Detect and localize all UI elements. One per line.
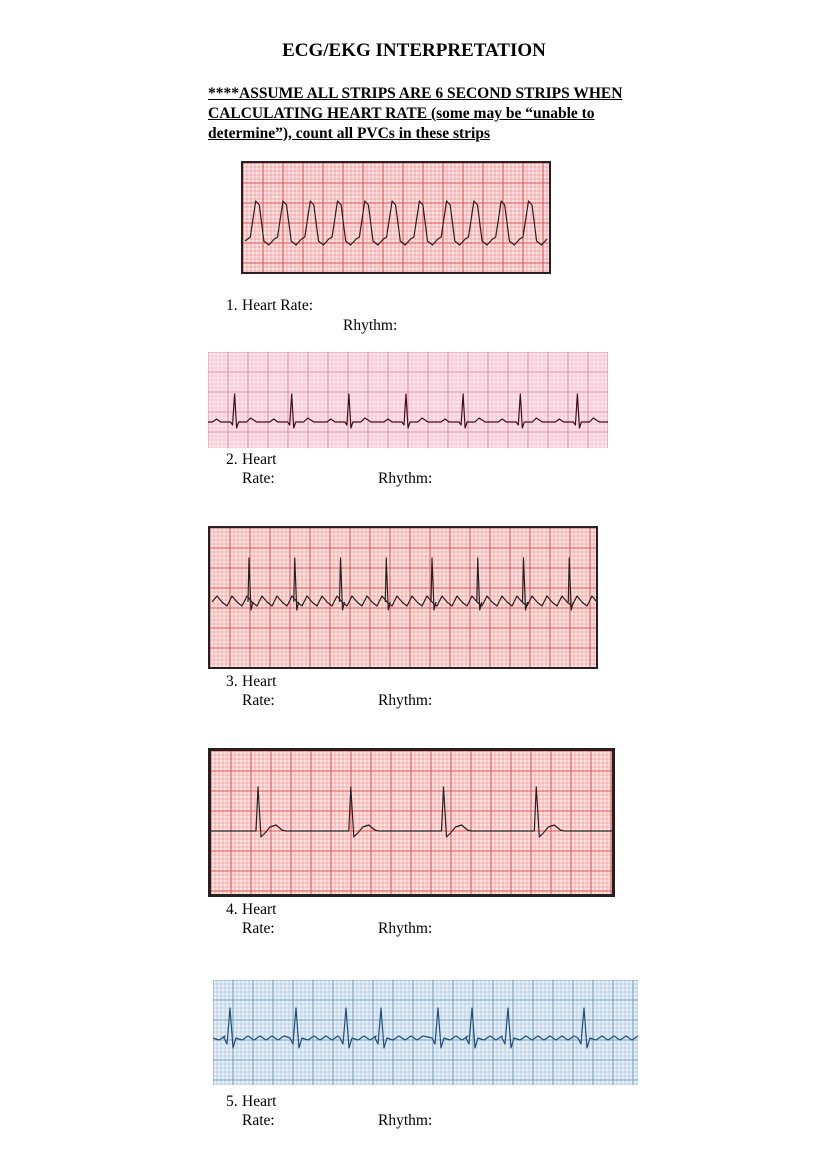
question-5-heart-label: Heart [242, 1093, 277, 1110]
instructions: ****ASSUME ALL STRIPS ARE 6 SECOND STRIPS WHEN CALCULATING HEART RATE (some may be “unable to determine”), count all PVCs in these strips [208, 85, 623, 142]
ecg-strip-2 [208, 352, 608, 448]
ecg-strip-3-graph [210, 528, 596, 667]
question-5-rate-label: Rate: [242, 1112, 275, 1129]
question-3-number: 3. [226, 673, 238, 690]
ecg-strip-4-graph [211, 751, 612, 894]
question-2-rhythm-label: Rhythm: [378, 470, 433, 487]
ecg-strip-1-graph [243, 163, 549, 272]
question-3-heart-label: Heart [242, 673, 277, 690]
ecg-strip-3 [208, 526, 598, 669]
question-3-rhythm-label: Rhythm: [378, 692, 433, 709]
ecg-strip-5 [213, 980, 638, 1085]
question-5-number: 5. [226, 1093, 238, 1110]
ecg-strip-5-graph [213, 980, 638, 1085]
question-1-rhythm-label: Rhythm: [343, 317, 398, 334]
question-4-rhythm-label: Rhythm: [378, 920, 433, 937]
ecg-strip-2-graph [208, 352, 608, 448]
ecg-strip-4 [208, 748, 615, 897]
question-3-rate-label: Rate: [242, 692, 275, 709]
question-5-rhythm-label: Rhythm: [378, 1112, 433, 1129]
question-2-number: 2. [226, 451, 238, 468]
ecg-strip-1 [241, 161, 551, 274]
question-4-number: 4. [226, 901, 238, 918]
question-1-heart-rate-label: Heart Rate: [242, 297, 314, 314]
question-2-rate-label: Rate: [242, 470, 275, 487]
question-1-number: 1. [226, 297, 238, 314]
page-title: ECG/EKG INTERPRETATION [282, 40, 546, 61]
question-4-heart-label: Heart [242, 901, 277, 918]
question-2-heart-label: Heart [242, 451, 277, 468]
question-4-rate-label: Rate: [242, 920, 275, 937]
